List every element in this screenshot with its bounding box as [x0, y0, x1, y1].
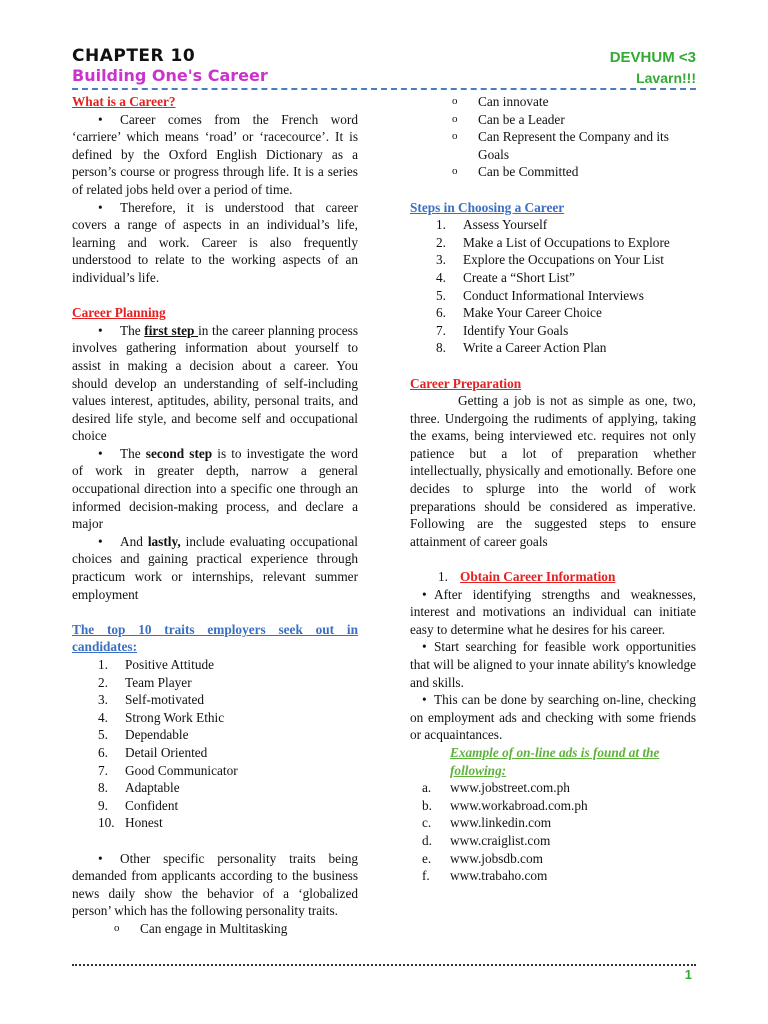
- ad-item-number: e.: [422, 850, 432, 866]
- trait-item-number: 6.: [98, 744, 108, 760]
- trait-item-text: Team Player: [125, 674, 192, 690]
- bullet-icon: •: [422, 586, 427, 602]
- ad-item-number: a.: [422, 780, 432, 796]
- online-ads-list: [410, 779, 696, 885]
- heading-career-planning: Career Planning: [72, 305, 166, 321]
- step-item-text: Assess Yourself: [463, 217, 548, 233]
- step-item-number: 6.: [436, 305, 446, 321]
- bullet-icon: •: [98, 111, 103, 127]
- globalized-traits-list: [72, 920, 358, 938]
- step-item: [410, 234, 696, 252]
- ad-item-text: www.craiglist.com: [450, 832, 551, 848]
- heading-online-ads: Example of on-line ads is found at the following:: [450, 744, 660, 778]
- step-item-number: 2.: [436, 234, 446, 250]
- bullet-icon: •: [98, 199, 103, 215]
- ad-item-text: www.jobsdb.com: [450, 850, 543, 866]
- paragraph: • And lastly, include evaluating occupational choices and gaining practical experience through practicum work or internships, relevant summer employment: [72, 533, 358, 602]
- circle-bullet-icon: o: [114, 921, 120, 934]
- step-item-text: Identify Your Goals: [463, 322, 569, 338]
- ad-item: [410, 779, 696, 797]
- ad-item: [410, 814, 696, 832]
- obtain-career-info-item: 1. Obtain Career Information: [438, 569, 616, 585]
- trait-item: [72, 814, 358, 832]
- trait-item-text: Honest: [125, 815, 163, 831]
- emphasis-second-step: second step: [145, 445, 213, 461]
- step-item-number: 7.: [436, 322, 446, 338]
- trait-item: [72, 674, 358, 692]
- paragraph: Getting a job is not as simple as one, two, three. Undergoing the rudiments of applying, taking the exams, being interviewed etc. requires not only patience but a lot of preparation whether intellectually, physically and emotionally. Before one decides to splurge into the world of work preparations should be considered as imperative. Following are the suggested steps to ensure attainment of career goals: [410, 393, 696, 549]
- globalized-trait-item: [72, 920, 358, 938]
- bullet-icon: •: [98, 445, 103, 461]
- header-divider: [72, 88, 696, 90]
- step-item: [410, 287, 696, 305]
- emphasis-first-step: first step: [144, 322, 199, 338]
- globalized-trait-item: [410, 111, 696, 129]
- ad-item: [410, 867, 696, 885]
- ad-item-text: www.workabroad.com.ph: [450, 797, 588, 813]
- step-item-text: Make Your Career Choice: [463, 305, 602, 321]
- trait-item-text: Positive Attitude: [125, 657, 215, 672]
- trait-item: [72, 762, 358, 780]
- trait-item-text: Dependable: [125, 727, 189, 743]
- globalized-traits-list-continued: [410, 93, 696, 181]
- step-item-number: 1.: [436, 217, 446, 233]
- ad-item: [410, 850, 696, 868]
- step-item: [410, 216, 696, 234]
- ad-item-number: f.: [422, 868, 430, 884]
- heading-steps-choosing-career: Steps in Choosing a Career: [410, 199, 565, 215]
- circle-bullet-icon: o: [452, 112, 458, 125]
- globalized-trait-text: Can engage in Multitasking: [140, 920, 288, 936]
- trait-item-number: 7.: [98, 762, 108, 778]
- paragraph: • Other specific personality traits being demanded from applicants according to the business news daily show the behavior of a ‘globalized person’ which has the following personality traits.: [72, 850, 358, 919]
- heading-career-preparation: Career Preparation: [410, 375, 522, 391]
- trait-item-text: Self-motivated: [125, 692, 205, 708]
- bullet-icon: •: [98, 322, 103, 338]
- step-item: [410, 269, 696, 287]
- step-item-number: 3.: [436, 252, 446, 268]
- bullet-icon: •: [98, 533, 103, 549]
- step-item-text: Conduct Informational Interviews: [463, 287, 644, 303]
- globalized-trait-item: [410, 163, 696, 181]
- trait-item-number: 4.: [98, 709, 108, 725]
- trait-item-text: Confident: [125, 797, 179, 813]
- trait-item: [72, 656, 358, 674]
- circle-bullet-icon: o: [452, 130, 458, 143]
- globalized-trait-text: Can be a Leader: [478, 111, 565, 127]
- steps-list: [410, 216, 696, 357]
- paragraph: • The first step in the career planning process involves gathering information about yourself to assist in making a decision about a career. You should develop an understanding of self-including values interest, aptitudes, ability, personal traits, and desired life style, and become self and occupational choice: [72, 322, 358, 444]
- ad-item-text: www.linkedin.com: [450, 815, 552, 831]
- trait-item-number: 9.: [98, 797, 108, 813]
- emphasis-lastly: lastly,: [147, 533, 181, 549]
- ad-item-number: b.: [422, 797, 432, 813]
- paragraph: • Start searching for feasible work opportunities that will be aligned to your innate ability's knowledge and skills.: [410, 639, 696, 690]
- circle-bullet-icon: o: [452, 95, 458, 107]
- circle-bullet-icon: o: [452, 165, 458, 178]
- globalized-trait-text: Can be Committed: [478, 164, 579, 180]
- paragraph: • After identifying strengths and weaknesses, interest and motivations an individual can initiate easy to determine what he desires for his career.: [410, 586, 696, 637]
- author-label: Lavarn!!!: [636, 70, 696, 86]
- globalized-trait-text: Can innovate: [478, 94, 549, 109]
- trait-item-text: Good Communicator: [125, 762, 238, 778]
- trait-item: [72, 691, 358, 709]
- step-item-text: Write a Career Action Plan: [463, 340, 607, 356]
- trait-item-number: 1.: [98, 657, 108, 672]
- globalized-trait-text: Can Represent the Company and its Goals: [478, 129, 669, 162]
- step-item-number: 5.: [436, 287, 446, 303]
- heading-obtain-career-info: Obtain Career Information: [459, 569, 616, 585]
- step-item-number: 4.: [436, 269, 446, 285]
- ad-item-text: www.trabaho.com: [450, 868, 548, 884]
- paragraph: • The second step is to investigate the word of work in greater depth, narrow a general occupational direction into a specific one through an informed decision-making process, and declare a major: [72, 445, 358, 532]
- step-item-number: 8.: [436, 340, 446, 356]
- chapter-title: CHAPTER 10: [72, 46, 196, 66]
- page-number: 1: [684, 967, 692, 982]
- ad-item-text: www.jobstreet.com.ph: [450, 780, 570, 796]
- traits-list: [72, 656, 358, 832]
- step-item-text: Make a List of Occupations to Explore: [463, 234, 670, 250]
- step-item: [410, 322, 696, 340]
- trait-item: [72, 709, 358, 727]
- page-header-right: [610, 48, 696, 88]
- ad-item-number: c.: [422, 815, 432, 831]
- bullet-icon: •: [98, 850, 103, 866]
- trait-item: [72, 797, 358, 815]
- paragraph: • Therefore, it is understood that career covers a range of aspects in an individual’s life, learning and work. Career is also frequently understood to relate to the working aspects of an individual’s life.: [72, 199, 358, 285]
- step-item: [410, 339, 696, 357]
- footer-divider: [72, 964, 696, 966]
- trait-item-number: 8.: [98, 780, 108, 796]
- step-item-text: Create a “Short List”: [463, 269, 575, 285]
- ad-item: [410, 797, 696, 815]
- trait-item-text: Strong Work Ethic: [125, 709, 225, 725]
- trait-item: [72, 779, 358, 797]
- left-column: [72, 93, 358, 938]
- course-label: DEVHUM <3: [609, 49, 696, 66]
- trait-item-number: 5.: [98, 727, 108, 743]
- paragraph: • Career comes from the French word ‘carriere’ which means ‘road’ or ‘racecource’. It is defined by the Oxford English Dictionary as a person’s course or progress through life. It is a series of related jobs held over a period of time.: [72, 111, 358, 197]
- trait-item-text: Adaptable: [125, 780, 180, 796]
- globalized-trait-item: [410, 93, 696, 111]
- paragraph: • This can be done by searching on-line, checking on employment ads and checking with some friends or acquaintances.: [410, 692, 696, 743]
- heading-top-traits: The top 10 traits employers seek out in candidates:: [72, 621, 358, 655]
- trait-item: [72, 726, 358, 744]
- trait-item-text: Detail Oriented: [125, 744, 208, 760]
- heading-what-is-career: What is a Career?: [72, 94, 176, 109]
- ad-item-number: d.: [422, 832, 432, 848]
- bullet-icon: •: [422, 639, 427, 655]
- step-item-text: Explore the Occupations on Your List: [463, 252, 664, 268]
- chapter-subtitle: Building One's Career: [72, 66, 268, 85]
- step-item: [410, 251, 696, 269]
- bullet-icon: •: [422, 692, 427, 708]
- ad-item: [410, 832, 696, 850]
- page-header-left: [72, 46, 268, 86]
- trait-item-number: 2.: [98, 674, 108, 690]
- trait-item: [72, 744, 358, 762]
- trait-item-number: 10.: [98, 815, 115, 831]
- right-column: [410, 93, 696, 885]
- globalized-trait-item: [410, 128, 696, 163]
- trait-item-number: 3.: [98, 692, 108, 708]
- step-item: [410, 304, 696, 322]
